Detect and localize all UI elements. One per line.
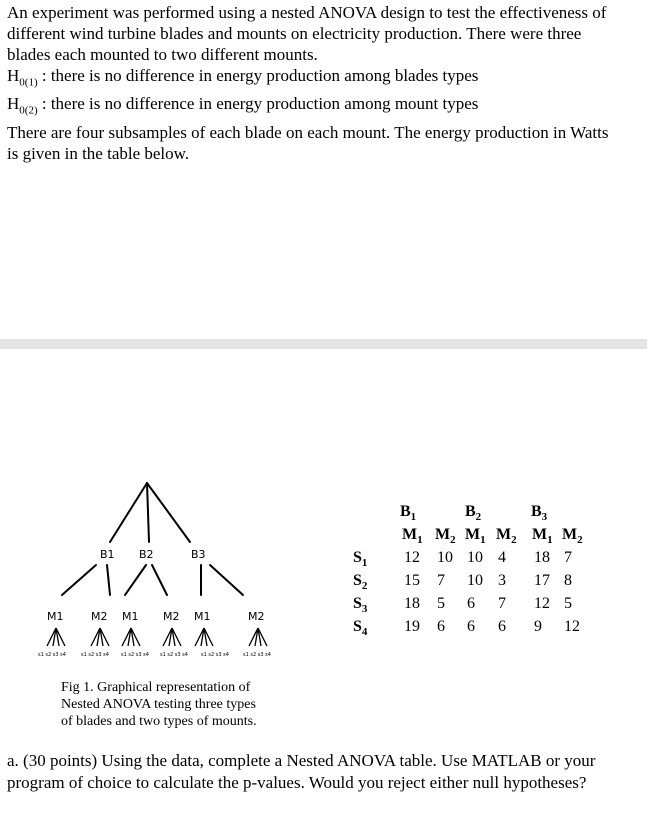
table-cell: 6: [467, 618, 475, 635]
intro-line: different wind turbine blades and mounts on electricity production. There were three: [7, 24, 582, 43]
mount-label: M2: [91, 610, 108, 623]
mount-label: M2: [163, 610, 180, 623]
blade-label: B3: [191, 548, 206, 561]
subsample-row-label: $S_4$: [353, 618, 368, 639]
table-cell: 9: [534, 618, 542, 635]
mount-header: $M_2$: [562, 526, 583, 547]
table-cell: 3: [498, 572, 506, 589]
subsample-labels: s1 s2 s3 s4: [201, 652, 229, 658]
table-cell: 12: [404, 549, 420, 566]
root-branch: [147, 483, 149, 542]
blade-label: B1: [100, 548, 115, 561]
table-cell: 6: [498, 618, 506, 635]
table-cell: 4: [498, 549, 506, 566]
blade-branch: [152, 565, 167, 595]
mount-label: M2: [248, 610, 265, 623]
blade-branch: [125, 565, 146, 595]
intro-line: An experiment was performed using a nested ANOVA design to test the effectiveness of: [7, 3, 607, 22]
blade-header: $B_2$: [465, 503, 482, 524]
subsample-row-label: $S_2$: [353, 572, 368, 593]
mount-header: $M_1$: [402, 526, 423, 547]
table-cell: 19: [404, 618, 420, 635]
intro-line: blades each mounted to two different mounts.: [7, 45, 318, 64]
subsample-labels: s1 s2 s3 s4: [81, 652, 109, 658]
mount-header: $M_2$: [435, 526, 456, 547]
table-cell: 8: [564, 572, 572, 589]
intro-line: There are four subsamples of each blade on each mount. The energy production in Watts: [7, 122, 609, 142]
table-cell: 10: [437, 549, 453, 566]
table-cell: 7: [564, 549, 572, 566]
problem-intro: [7, 2, 647, 164]
mount-label: M1: [122, 610, 139, 623]
blade-branch: [210, 565, 243, 595]
table-cell: 7: [498, 595, 506, 612]
subsample-row-label: $S_1$: [353, 549, 368, 570]
page-separator: [0, 339, 647, 349]
subsample-labels: s1 s2 s3 s4: [121, 652, 149, 658]
table-cell: 10: [467, 549, 483, 566]
caption-line: Fig 1. Graphical representation of: [61, 680, 251, 695]
table-cell: 5: [564, 595, 572, 612]
question-line: program of choice to calculate the p-values. Would you reject either null hypotheses?: [7, 773, 587, 792]
table-cell: 6: [467, 595, 475, 612]
nested-anova-tree-diagram: [0, 470, 300, 670]
null-hypothesis-1: $H_{0(1)}$ : there is no difference in energy production among blades types: [7, 66, 479, 89]
table-cell: 6: [437, 618, 445, 635]
table-cell: 18: [534, 549, 550, 566]
blade-branch: [107, 565, 110, 595]
caption-line: Nested ANOVA testing three types: [61, 697, 256, 712]
root-branch: [147, 483, 190, 542]
question-a: [7, 750, 647, 794]
figure-caption: [61, 679, 257, 730]
mount-header: $M_2$: [496, 526, 517, 547]
subsample-labels: s1 s2 s3 s4: [160, 652, 188, 658]
table-cell: 17: [534, 572, 550, 589]
null-hypothesis-2: $H_{0(2)}$ : there is no difference in energy production among mount types: [7, 94, 479, 117]
mount-label: M1: [47, 610, 64, 623]
root-branch: [110, 483, 147, 542]
blade-header: $B_3$: [531, 503, 548, 524]
table-cell: 18: [404, 595, 420, 612]
blade-label: B2: [139, 548, 154, 561]
table-cell: 15: [404, 572, 420, 589]
question-line: a. (30 points) Using the data, complete a Nested ANOVA table. Use MATLAB or your: [7, 751, 596, 770]
subsample-labels: s1 s2 s3 s4: [38, 652, 66, 658]
table-cell: 10: [467, 572, 483, 589]
mount-header: $M_1$: [532, 526, 553, 547]
blade-branch: [62, 565, 96, 595]
table-cell: 12: [564, 618, 580, 635]
blade-header: $B_1$: [400, 503, 417, 524]
table-cell: 5: [437, 595, 445, 612]
subsample-labels: s1 s2 s3 s4: [243, 652, 271, 658]
table-cell: 7: [437, 572, 445, 589]
table-cell: 12: [534, 595, 550, 612]
mount-label: M1: [194, 610, 211, 623]
caption-line: of blades and two types of mounts.: [61, 714, 257, 729]
subsample-row-label: $S_3$: [353, 595, 368, 616]
intro-line: is given in the table below.: [7, 143, 190, 163]
mount-header: $M_1$: [465, 526, 486, 547]
